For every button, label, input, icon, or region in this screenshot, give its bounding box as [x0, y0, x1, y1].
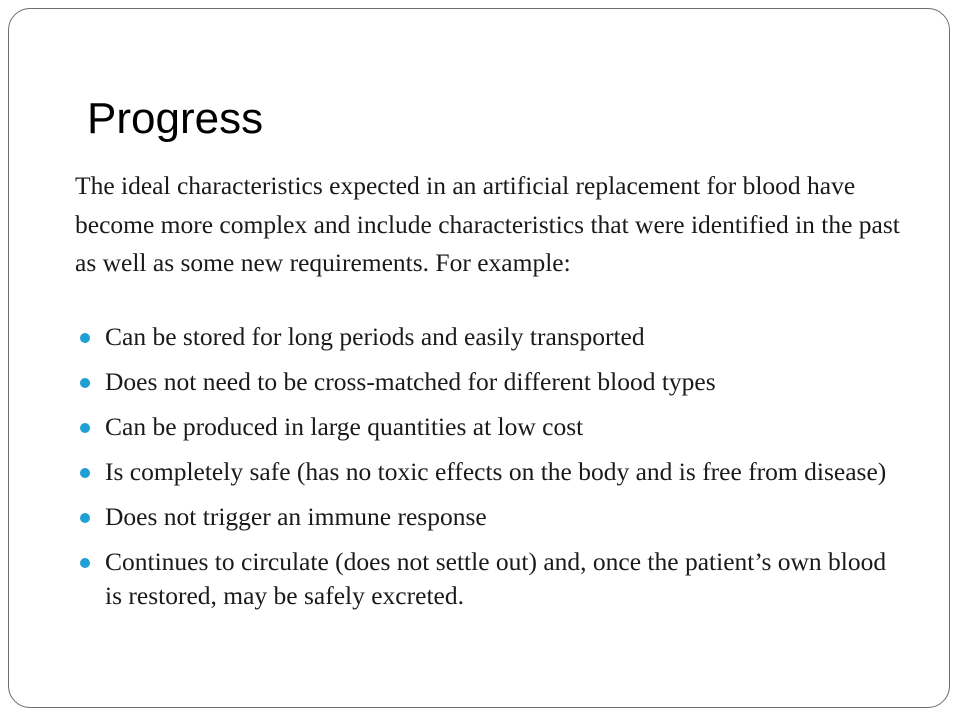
bullet-text: Continues to circulate (does not settle out) and, once the patient’s own blood is restored, may be safely excreted. — [105, 547, 887, 610]
list-item — [75, 500, 905, 534]
list-item — [75, 455, 905, 489]
bullet-dot-icon — [80, 378, 90, 388]
bullet-dot-icon — [80, 333, 90, 343]
list-item — [75, 365, 905, 399]
list-item — [75, 545, 905, 613]
bullet-dot-icon — [80, 558, 90, 568]
bullet-text: Is completely safe (has no toxic effects on the body and is free from disease) — [105, 457, 887, 486]
bullet-text: Can be stored for long periods and easily transported — [105, 322, 645, 351]
bullet-list — [75, 320, 905, 624]
list-item — [75, 410, 905, 444]
bullet-text: Can be produced in large quantities at low cost — [105, 412, 584, 441]
slide-frame — [8, 8, 950, 708]
bullet-text: Does not trigger an immune response — [105, 502, 487, 531]
bullet-text: Does not need to be cross-matched for different blood types — [105, 367, 716, 396]
bullet-dot-icon — [80, 423, 90, 433]
bullet-dot-icon — [80, 468, 90, 478]
intro-paragraph: The ideal characteristics expected in an artificial replacement for blood have become more complex and include characteristics that were identified in the past as well as some new requirements. For example: — [75, 171, 900, 277]
list-item — [75, 320, 905, 354]
bullet-dot-icon — [80, 513, 90, 523]
slide-title: Progress — [87, 94, 264, 143]
